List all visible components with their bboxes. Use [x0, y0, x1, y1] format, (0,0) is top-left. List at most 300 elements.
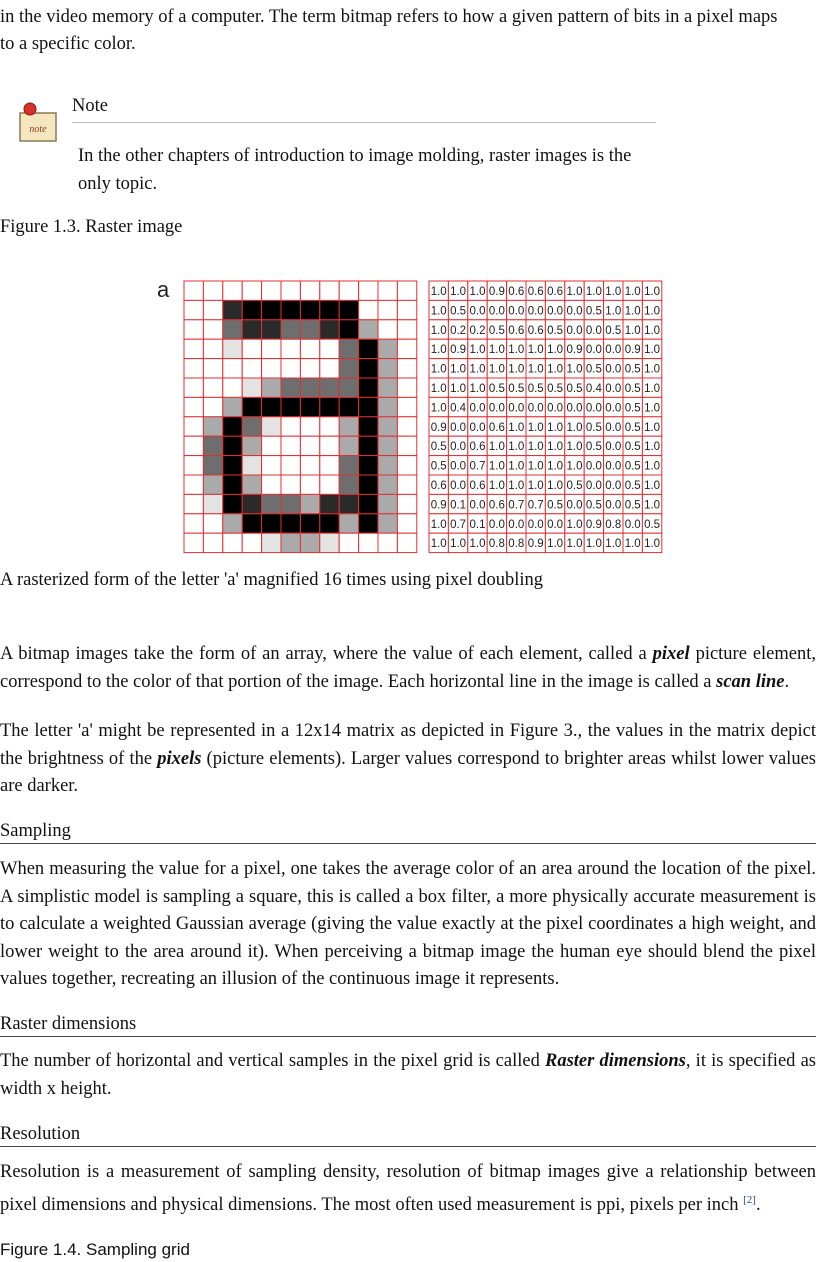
value-label: 0.0	[508, 402, 525, 415]
raster-dimensions-term: Raster dimensions	[545, 1051, 686, 1071]
value-label: 0.0	[450, 441, 467, 454]
pixel-cell	[397, 475, 416, 494]
note-icon-text: note	[29, 124, 47, 135]
pixel-cell	[223, 436, 242, 455]
pixel-cell	[223, 456, 242, 475]
pixel-cell	[203, 533, 222, 552]
pixel-grid	[184, 281, 417, 553]
pixel-cell	[223, 339, 242, 358]
pixel-cell	[378, 417, 397, 436]
pixel-cell	[339, 533, 358, 552]
pixel-cell	[262, 378, 281, 397]
pixel-cell	[339, 475, 358, 494]
scan-line-term: scan line	[716, 671, 785, 692]
value-label: 0.0	[508, 518, 525, 531]
value-label: 0.5	[585, 363, 602, 376]
pixel-cell	[281, 417, 300, 436]
pixel-cell	[378, 339, 397, 358]
value-label: 0.6	[527, 324, 544, 337]
pixel-cell	[397, 339, 416, 358]
pixel-cell	[339, 281, 358, 300]
pixel-cell	[320, 281, 339, 300]
pixel-cell	[242, 514, 261, 533]
pixel-cell	[242, 339, 261, 358]
pixel-cell	[378, 300, 397, 319]
pixel-cell	[184, 300, 203, 319]
value-label: 1.0	[430, 402, 447, 415]
pixel-cell	[242, 436, 261, 455]
pixel-cell	[339, 397, 358, 416]
pixel-cell	[281, 533, 300, 552]
pixel-cell	[339, 359, 358, 378]
value-label: 1.0	[488, 460, 505, 473]
pixel-cell	[203, 436, 222, 455]
value-label: 0.0	[547, 518, 564, 531]
value-label: 0.9	[488, 285, 505, 298]
value-label: 1.0	[508, 344, 525, 357]
value-label: 1.0	[450, 538, 467, 551]
pixel-cell	[359, 339, 378, 358]
value-label: 1.0	[508, 421, 525, 434]
value-label: 0.7	[450, 518, 467, 531]
pixel-cell	[262, 436, 281, 455]
value-label: 0.0	[527, 402, 544, 415]
value-label: 1.0	[527, 479, 544, 492]
pixel-cell	[262, 359, 281, 378]
pixel-cell	[397, 378, 416, 397]
value-label: 0.0	[624, 518, 641, 531]
value-label: 0.0	[508, 305, 525, 318]
value-label: 0.5	[624, 499, 641, 512]
value-label: 1.0	[566, 285, 583, 298]
pixel-cell	[359, 475, 378, 494]
pixel-cell	[320, 378, 339, 397]
pixel-cell	[320, 359, 339, 378]
pixel-cell	[203, 300, 222, 319]
pixel-cell	[300, 320, 319, 339]
value-label: 0.9	[527, 538, 544, 551]
value-label: 0.5	[624, 382, 641, 395]
note-divider	[72, 122, 656, 123]
value-label: 1.0	[469, 538, 486, 551]
value-label: 1.0	[644, 421, 661, 434]
value-label: 1.0	[527, 363, 544, 376]
value-label: 0.5	[605, 324, 622, 337]
pixel-cell	[378, 494, 397, 513]
pixel-cell	[223, 514, 242, 533]
pixel-cell	[262, 475, 281, 494]
value-label: 0.5	[547, 382, 564, 395]
value-label: 0.5	[430, 441, 447, 454]
value-label: 0.1	[450, 499, 467, 512]
pixel-cell	[359, 320, 378, 339]
value-label: 0.6	[488, 499, 505, 512]
pixel-cell	[339, 456, 358, 475]
pixel-cell	[300, 281, 319, 300]
value-label: 0.0	[585, 402, 602, 415]
value-label: 0.8	[508, 538, 525, 551]
pixel-cell	[339, 494, 358, 513]
pixel-cell	[262, 397, 281, 416]
value-label: 0.6	[508, 285, 525, 298]
pixel-cell	[378, 359, 397, 378]
pixel-cell	[223, 397, 242, 416]
pixel-cell	[242, 494, 261, 513]
value-label: 1.0	[488, 344, 505, 357]
value-label: 0.6	[469, 441, 486, 454]
pixel-cell	[378, 397, 397, 416]
value-label: 0.0	[605, 499, 622, 512]
value-label: 1.0	[644, 305, 661, 318]
value-label: 0.0	[488, 518, 505, 531]
value-label: 0.7	[527, 499, 544, 512]
value-label: 1.0	[585, 285, 602, 298]
pixel-cell	[320, 397, 339, 416]
value-label: 1.0	[547, 441, 564, 454]
value-label: 0.6	[430, 479, 447, 492]
pixel-cell	[262, 339, 281, 358]
pixel-cell	[300, 378, 319, 397]
pixel-cell	[242, 417, 261, 436]
value-label: 1.0	[605, 538, 622, 551]
pixel-cell	[223, 494, 242, 513]
value-label: 0.5	[508, 382, 525, 395]
pixel-cell	[359, 533, 378, 552]
value-label: 1.0	[644, 538, 661, 551]
value-label: 0.5	[644, 518, 661, 531]
pixel-cell	[242, 397, 261, 416]
pixel-cell	[397, 533, 416, 552]
value-label: 1.0	[527, 460, 544, 473]
value-label: 0.0	[605, 382, 622, 395]
pixel-cell	[378, 514, 397, 533]
value-label: 1.0	[547, 363, 564, 376]
value-label: 0.5	[547, 499, 564, 512]
resolution-body: Resolution is a measurement of sampling density, resolution of bitmap images give a relationship between pixel dimensions and physical dimensions. The most often used measurement is ppi, pixels per inch [2].	[0, 1162, 816, 1215]
pixel-cell	[281, 300, 300, 319]
value-label: 0.5	[624, 363, 641, 376]
value-label: 1.0	[605, 285, 622, 298]
value-label: 1.0	[566, 441, 583, 454]
value-label: 1.0	[547, 421, 564, 434]
pixel-cell	[223, 300, 242, 319]
pixel-cell	[397, 397, 416, 416]
value-label: 0.0	[605, 479, 622, 492]
pixel-cell	[359, 378, 378, 397]
value-label: 1.0	[547, 538, 564, 551]
raster-dimensions-heading: Raster dimensions	[0, 1013, 816, 1037]
pixel-cell	[397, 359, 416, 378]
pixel-cell	[359, 300, 378, 319]
value-label: 1.0	[450, 285, 467, 298]
pixel-cell	[203, 359, 222, 378]
value-label: 0.0	[527, 305, 544, 318]
pixel-cell	[378, 320, 397, 339]
pixel-cell	[300, 300, 319, 319]
pixel-cell	[397, 436, 416, 455]
pixel-term: pixel	[652, 644, 690, 664]
pixel-cell	[203, 378, 222, 397]
pixel-cell	[184, 456, 203, 475]
value-label: 0.0	[566, 324, 583, 337]
pixel-cell	[378, 378, 397, 397]
value-label: 0.1	[469, 518, 486, 531]
pixel-cell	[242, 359, 261, 378]
pixel-cell	[339, 417, 358, 436]
pixel-cell	[281, 494, 300, 513]
value-label: 1.0	[605, 305, 622, 318]
value-label: 0.5	[527, 382, 544, 395]
value-label: 0.5	[566, 479, 583, 492]
pixel-cell	[320, 533, 339, 552]
value-label: 0.5	[566, 382, 583, 395]
value-label: 0.6	[527, 285, 544, 298]
pixel-cell	[359, 494, 378, 513]
value-label: 0.0	[469, 305, 486, 318]
value-label: 0.0	[547, 305, 564, 318]
value-label: 0.0	[566, 305, 583, 318]
raster-dimensions-body: The number of horizontal and vertical samples in the pixel grid is called Raster dimensions, it is specified as width x height.	[0, 1051, 816, 1099]
pixel-cell	[242, 533, 261, 552]
pixel-cell	[359, 359, 378, 378]
value-label: 1.0	[566, 421, 583, 434]
value-label: 1.0	[430, 324, 447, 337]
value-label: 0.5	[624, 460, 641, 473]
pixel-cell	[262, 533, 281, 552]
value-label: 1.0	[585, 538, 602, 551]
pixel-cell	[262, 494, 281, 513]
value-label: 0.9	[585, 518, 602, 531]
pixel-cell	[262, 300, 281, 319]
figure-letter-label: a	[157, 277, 170, 302]
pixel-cell	[359, 281, 378, 300]
value-label: 1.0	[624, 538, 641, 551]
value-label: 0.6	[547, 285, 564, 298]
value-label: 1.0	[527, 421, 544, 434]
pixel-cell	[223, 475, 242, 494]
value-label: 1.0	[644, 285, 661, 298]
value-label: 0.0	[585, 479, 602, 492]
pixel-cell	[223, 320, 242, 339]
value-label: 1.0	[430, 518, 447, 531]
value-label: 0.5	[624, 441, 641, 454]
figure-1-3-title: Figure 1.3. Raster image	[0, 217, 183, 237]
value-label: 0.9	[624, 344, 641, 357]
pixel-cell	[339, 378, 358, 397]
pixel-cell	[320, 436, 339, 455]
value-label: 0.0	[527, 518, 544, 531]
pixel-cell	[359, 436, 378, 455]
value-label: 1.0	[508, 460, 525, 473]
value-label: 0.8	[488, 538, 505, 551]
pixel-cell	[281, 281, 300, 300]
pixel-cell	[281, 456, 300, 475]
bitmap-paragraph: A bitmap images take the form of an array, where the value of each element, called a pixel picture element, correspond to the color of that portion of the image. Each horizontal line in the image is called a scan line.	[0, 644, 816, 692]
pixel-cell	[397, 456, 416, 475]
value-label: 0.0	[566, 402, 583, 415]
pixel-cell	[242, 456, 261, 475]
pixel-cell	[262, 281, 281, 300]
pixel-cell	[339, 300, 358, 319]
pixel-cell	[203, 494, 222, 513]
value-label: 0.0	[605, 344, 622, 357]
value-label: 1.0	[644, 382, 661, 395]
value-label: 0.9	[430, 421, 447, 434]
pixel-cell	[359, 456, 378, 475]
pixel-cell	[184, 475, 203, 494]
value-label: 0.0	[450, 421, 467, 434]
pixel-cell	[300, 417, 319, 436]
pixel-cell	[281, 359, 300, 378]
sampling-body: When measuring the value for a pixel, one takes the average color of an area around the location of the pixel. A simplistic model is sampling a square, this is called a box filter, a more physically accurate measurement is to calculate a weighted Gaussian average (giving the value exactly at the pixel coordinates a high weight, and lower weight to the area around it). When perceiving a bitmap image the human eye should blend the pixel values together, recreating an illusion of the continuous image it represents.	[0, 859, 816, 989]
value-label: 0.5	[624, 421, 641, 434]
pixel-cell	[242, 475, 261, 494]
value-label: 1.0	[450, 363, 467, 376]
value-label: 0.0	[566, 499, 583, 512]
pixel-cell	[397, 494, 416, 513]
pixel-cell	[281, 436, 300, 455]
pixel-cell	[203, 514, 222, 533]
value-label: 0.4	[450, 402, 467, 415]
pixel-cell	[397, 281, 416, 300]
value-label: 0.4	[585, 382, 602, 395]
pixel-cell	[281, 339, 300, 358]
value-label: 1.0	[644, 499, 661, 512]
pixel-cell	[397, 514, 416, 533]
value-label: 0.2	[450, 324, 467, 337]
value-label: 1.0	[644, 402, 661, 415]
pixel-cell	[339, 436, 358, 455]
pixel-cell	[320, 417, 339, 436]
pixel-cell	[184, 494, 203, 513]
pixel-cell	[262, 514, 281, 533]
value-label: 0.0	[488, 305, 505, 318]
value-label: 1.0	[527, 441, 544, 454]
pixel-cell	[184, 436, 203, 455]
value-label: 1.0	[469, 382, 486, 395]
value-label: 1.0	[469, 285, 486, 298]
value-label: 0.9	[430, 499, 447, 512]
value-label: 1.0	[624, 285, 641, 298]
value-label: 1.0	[488, 363, 505, 376]
value-grid	[429, 281, 662, 553]
value-label: 1.0	[469, 344, 486, 357]
pixel-cell	[223, 378, 242, 397]
pixel-cell	[184, 281, 203, 300]
footnote-ref[interactable]: [2]	[743, 1193, 756, 1206]
pixel-cell	[378, 436, 397, 455]
value-label: 0.5	[585, 499, 602, 512]
pixel-cell	[320, 514, 339, 533]
value-label: 1.0	[566, 460, 583, 473]
pixel-cell	[339, 514, 358, 533]
value-label: 0.0	[469, 499, 486, 512]
value-label: 1.0	[508, 363, 525, 376]
value-label: 0.0	[585, 344, 602, 357]
value-label: 0.5	[488, 382, 505, 395]
pixel-cell	[223, 359, 242, 378]
pixel-cell	[184, 417, 203, 436]
pixel-cell	[339, 320, 358, 339]
pixel-cell	[223, 281, 242, 300]
pixel-cell	[281, 378, 300, 397]
pixel-cell	[378, 281, 397, 300]
value-label: 1.0	[644, 479, 661, 492]
pixel-cell	[203, 339, 222, 358]
value-label: 1.0	[430, 538, 447, 551]
pixel-cell	[300, 397, 319, 416]
pixel-cell	[359, 514, 378, 533]
value-label: 0.0	[605, 363, 622, 376]
value-label: 0.0	[605, 460, 622, 473]
pixel-cell	[320, 494, 339, 513]
value-label: 0.0	[605, 421, 622, 434]
figure-1-4-title: Figure 1.4. Sampling grid	[0, 1240, 190, 1259]
value-label: 1.0	[469, 363, 486, 376]
pixels-term: pixels	[157, 748, 202, 769]
pixel-cell	[184, 339, 203, 358]
pixel-cell	[203, 397, 222, 416]
pixel-cell	[378, 533, 397, 552]
pixel-cell	[300, 456, 319, 475]
pixel-cell	[378, 456, 397, 475]
pixel-cell	[184, 514, 203, 533]
pixel-cell	[320, 320, 339, 339]
resolution-heading: Resolution	[0, 1123, 816, 1147]
value-label: 1.0	[430, 344, 447, 357]
pixel-cell	[397, 320, 416, 339]
pixel-cell	[300, 514, 319, 533]
pixel-cell	[242, 320, 261, 339]
pixel-cell	[320, 475, 339, 494]
value-label: 1.0	[508, 479, 525, 492]
value-label: 1.0	[644, 324, 661, 337]
value-label: 0.5	[585, 441, 602, 454]
value-label: 0.7	[508, 499, 525, 512]
note-label: Note	[72, 96, 108, 116]
value-label: 1.0	[644, 363, 661, 376]
value-label: 0.5	[585, 305, 602, 318]
value-label: 0.7	[469, 460, 486, 473]
value-label: 0.5	[430, 460, 447, 473]
pixel-cell	[223, 533, 242, 552]
pixel-cell	[281, 475, 300, 494]
value-label: 1.0	[547, 479, 564, 492]
pixel-cell	[359, 397, 378, 416]
value-label: 0.6	[469, 479, 486, 492]
value-label: 0.6	[488, 421, 505, 434]
value-label: 1.0	[644, 344, 661, 357]
intro-line-1: in the video memory of a computer. The term bitmap refers to how a given pattern of bits in a pixel maps	[0, 7, 778, 27]
raster-figure	[150, 272, 670, 562]
pixel-cell	[397, 300, 416, 319]
sampling-heading: Sampling	[0, 820, 816, 844]
value-label: 1.0	[488, 441, 505, 454]
value-label: 0.5	[585, 421, 602, 434]
pixel-cell	[262, 456, 281, 475]
pixel-cell	[320, 456, 339, 475]
matrix-paragraph: The letter 'a' might be represented in a 12x14 matrix as depicted in Figure 3., the values in the matrix depict the brightness of the pixels (picture elements). Larger values correspond to brighter areas whilst lower values are darker.	[0, 721, 816, 796]
pixel-cell	[223, 417, 242, 436]
pixel-cell	[320, 300, 339, 319]
pixel-cell	[339, 339, 358, 358]
value-label: 0.5	[624, 402, 641, 415]
value-label: 0.0	[469, 421, 486, 434]
pixel-cell	[281, 397, 300, 416]
pixel-cell	[300, 436, 319, 455]
pixel-cell	[300, 359, 319, 378]
value-label: 1.0	[644, 460, 661, 473]
